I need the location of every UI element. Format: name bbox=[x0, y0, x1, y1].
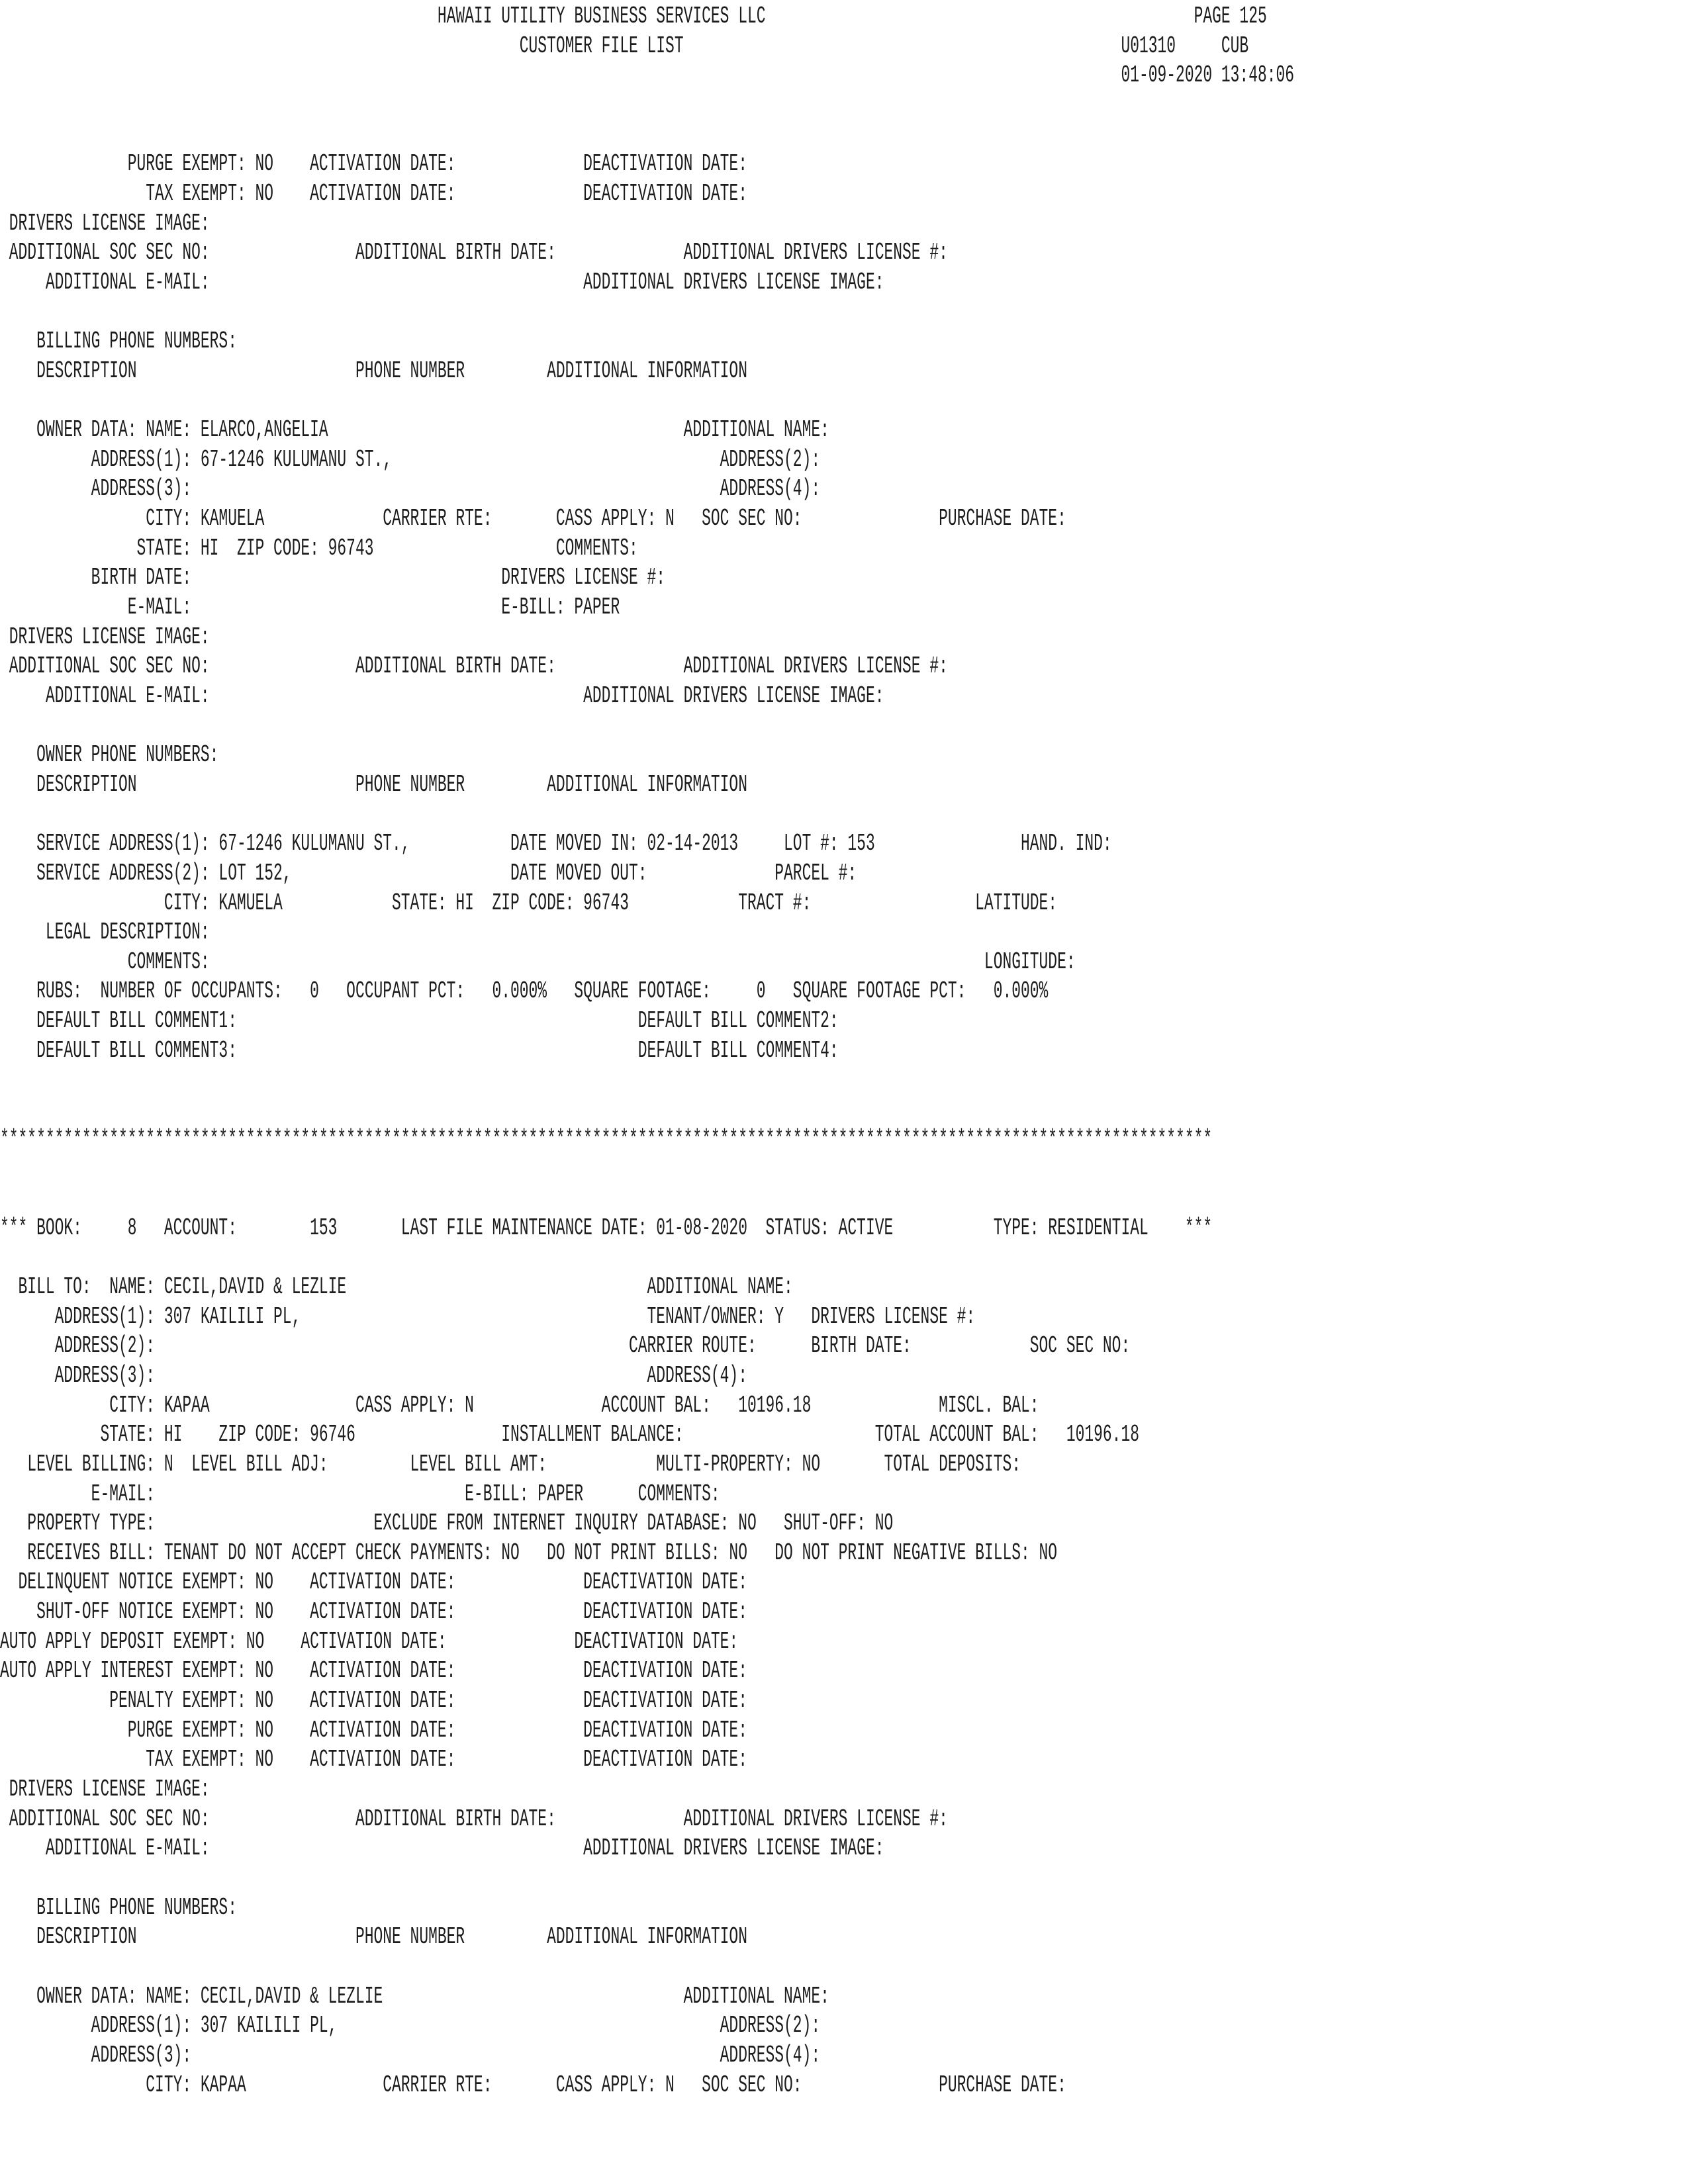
report-line: E-MAIL: E-BILL: PAPER COMMENTS: bbox=[0, 1480, 720, 1508]
report-line: BILLING PHONE NUMBERS: bbox=[0, 1893, 237, 1921]
report-line: ADDITIONAL SOC SEC NO: ADDITIONAL BIRTH DATE: ADDITIONAL DRIVERS LICENSE #: bbox=[0, 653, 948, 680]
report-header-title: CUSTOMER FILE LIST U01310 CUB bbox=[0, 32, 1249, 60]
report-line: ADDRESS(3): ADDRESS(4): bbox=[0, 2041, 821, 2069]
report-line: PURGE EXEMPT: NO ACTIVATION DATE: DEACTIVATION DATE: bbox=[0, 1716, 747, 1744]
report-line: RUBS: NUMBER OF OCCUPANTS: 0 OCCUPANT PCT: 0.000% SQUARE FOOTAGE: 0 SQUARE FOOTAGE PCT: 0.000% bbox=[0, 978, 1049, 1005]
report-line: STATE: HI ZIP CODE: 96746 INSTALLMENT BALANCE: TOTAL ACCOUNT BAL: 10196.18 bbox=[0, 1421, 1139, 1449]
report-line: PENALTY EXEMPT: NO ACTIVATION DATE: DEACTIVATION DATE: bbox=[0, 1687, 747, 1715]
report-line: CITY: KAPAA CASS APPLY: N ACCOUNT BAL: 10196.18 MISCL. BAL: bbox=[0, 1391, 1039, 1419]
report-line: LEGAL DESCRIPTION: bbox=[0, 919, 210, 946]
report-line: CITY: KAMUELA CARRIER RTE: CASS APPLY: N SOC SEC NO: PURCHASE DATE: bbox=[0, 505, 1066, 533]
report-line: OWNER DATA: NAME: ELARCO,ANGELIA ADDITIONAL NAME: bbox=[0, 416, 829, 444]
report-line: ADDITIONAL E-MAIL: ADDITIONAL DRIVERS LICENSE IMAGE: bbox=[0, 1835, 884, 1862]
report-line: SHUT-OFF NOTICE EXEMPT: NO ACTIVATION DATE: DEACTIVATION DATE: bbox=[0, 1598, 747, 1626]
report-line: STATE: HI ZIP CODE: 96743 COMMENTS: bbox=[0, 534, 638, 562]
account-record-header: *** BOOK: 8 ACCOUNT: 153 LAST FILE MAINTENANCE DATE: 01-08-2020 STATUS: ACTIVE TYPE: RESIDENTIAL *** bbox=[0, 1214, 1213, 1242]
report-line: TAX EXEMPT: NO ACTIVATION DATE: DEACTIVATION DATE: bbox=[0, 179, 747, 207]
report-line: CITY: KAPAA CARRIER RTE: CASS APPLY: N SOC SEC NO: PURCHASE DATE: bbox=[0, 2071, 1066, 2099]
report-line: ADDRESS(2): CARRIER ROUTE: BIRTH DATE: SOC SEC NO: bbox=[0, 1332, 1131, 1360]
report-line: BIRTH DATE: DRIVERS LICENSE #: bbox=[0, 564, 666, 592]
report-line: E-MAIL: E-BILL: PAPER bbox=[0, 594, 620, 621]
report-line: ADDITIONAL SOC SEC NO: ADDITIONAL BIRTH DATE: ADDITIONAL DRIVERS LICENSE #: bbox=[0, 239, 948, 267]
report-line: CITY: KAMUELA STATE: HI ZIP CODE: 96743 TRACT #: LATITUDE: bbox=[0, 889, 1058, 917]
report-line: BILLING PHONE NUMBERS: bbox=[0, 328, 237, 355]
report-line: ADDRESS(3): ADDRESS(4): bbox=[0, 475, 821, 503]
report-run-datetime: 01-09-2020 13:48:06 bbox=[0, 62, 1295, 89]
report-line: ADDITIONAL E-MAIL: ADDITIONAL DRIVERS LICENSE IMAGE: bbox=[0, 682, 884, 709]
report-line: PROPERTY TYPE: EXCLUDE FROM INTERNET INQUIRY DATABASE: NO SHUT-OFF: NO bbox=[0, 1510, 894, 1537]
report-line: COMMENTS: LONGITUDE: bbox=[0, 948, 1076, 976]
report-line: ADDITIONAL E-MAIL: ADDITIONAL DRIVERS LICENSE IMAGE: bbox=[0, 268, 884, 296]
report-line: DRIVERS LICENSE IMAGE: bbox=[0, 1776, 210, 1803]
report-line: LEVEL BILLING: N LEVEL BILL ADJ: LEVEL BILL AMT: MULTI-PROPERTY: NO TOTAL DEPOSITS: bbox=[0, 1450, 1021, 1478]
report-line: TAX EXEMPT: NO ACTIVATION DATE: DEACTIVATION DATE: bbox=[0, 1746, 747, 1774]
report-line: DESCRIPTION PHONE NUMBER ADDITIONAL INFORMATION bbox=[0, 770, 747, 798]
report-line: AUTO APPLY INTEREST EXEMPT: NO ACTIVATION DATE: DEACTIVATION DATE: bbox=[0, 1657, 747, 1685]
report-line: OWNER PHONE NUMBERS: bbox=[0, 741, 219, 769]
report-line: DRIVERS LICENSE IMAGE: bbox=[0, 209, 210, 237]
report-line: SERVICE ADDRESS(1): 67-1246 KULUMANU ST., DATE MOVED IN: 02-14-2013 LOT #: 153 HAND. IND: bbox=[0, 830, 1112, 858]
report-line: RECEIVES BILL: TENANT DO NOT ACCEPT CHECK PAYMENTS: NO DO NOT PRINT BILLS: NO DO NOT PRINT NEGATIVE BILLS: NO bbox=[0, 1539, 1058, 1567]
report-line: ADDRESS(1): 307 KAILILI PL, ADDRESS(2): bbox=[0, 2012, 821, 2040]
report-line: DELINQUENT NOTICE EXEMPT: NO ACTIVATION DATE: DEACTIVATION DATE: bbox=[0, 1569, 747, 1596]
report-line: OWNER DATA: NAME: CECIL,DAVID & LEZLIE ADDITIONAL NAME: bbox=[0, 1982, 829, 2010]
record-separator: ************************************************************************************************************************************* bbox=[0, 1125, 1213, 1153]
report-line: ADDRESS(3): ADDRESS(4): bbox=[0, 1361, 747, 1389]
report-line: DEFAULT BILL COMMENT3: DEFAULT BILL COMMENT4: bbox=[0, 1036, 839, 1064]
report-line: PURGE EXEMPT: NO ACTIVATION DATE: DEACTIVATION DATE: bbox=[0, 150, 747, 178]
report-line: BILL TO: NAME: CECIL,DAVID & LEZLIE ADDITIONAL NAME: bbox=[0, 1273, 793, 1300]
report-header-company: HAWAII UTILITY BUSINESS SERVICES LLC PAGE 125 bbox=[0, 3, 1267, 30]
report-line: SERVICE ADDRESS(2): LOT 152, DATE MOVED OUT: PARCEL #: bbox=[0, 859, 857, 887]
report-line: ADDITIONAL SOC SEC NO: ADDITIONAL BIRTH DATE: ADDITIONAL DRIVERS LICENSE #: bbox=[0, 1805, 948, 1833]
report-line: DESCRIPTION PHONE NUMBER ADDITIONAL INFORMATION bbox=[0, 1923, 747, 1951]
report-line: DEFAULT BILL COMMENT1: DEFAULT BILL COMMENT2: bbox=[0, 1007, 839, 1035]
report-line: AUTO APPLY DEPOSIT EXEMPT: NO ACTIVATION DATE: DEACTIVATION DATE: bbox=[0, 1627, 739, 1655]
report-line: DRIVERS LICENSE IMAGE: bbox=[0, 623, 210, 651]
report-line: ADDRESS(1): 307 KAILILI PL, TENANT/OWNER: Y DRIVERS LICENSE #: bbox=[0, 1302, 976, 1330]
report-line: DESCRIPTION PHONE NUMBER ADDITIONAL INFORMATION bbox=[0, 357, 747, 385]
report-line: ADDRESS(1): 67-1246 KULUMANU ST., ADDRESS(2): bbox=[0, 445, 821, 473]
